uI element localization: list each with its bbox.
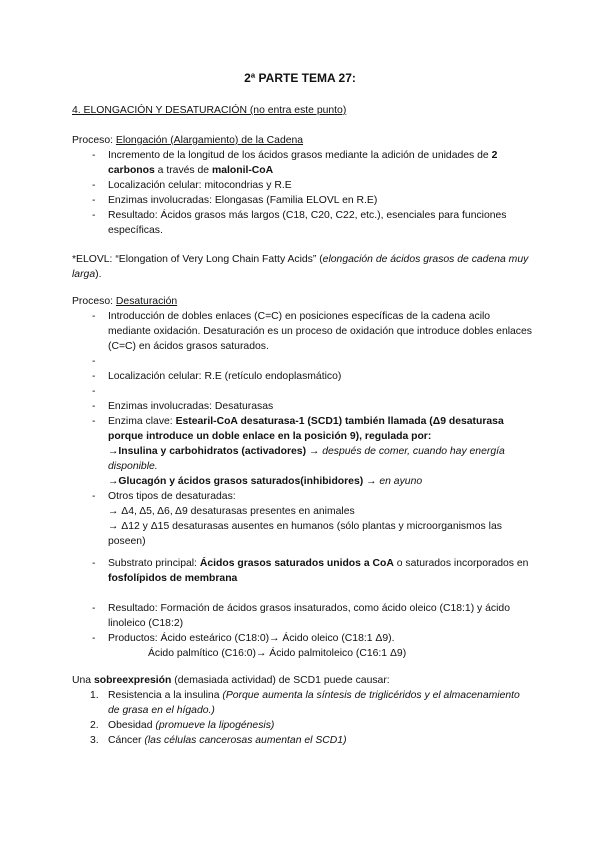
list-item: - Substrato principal: Ácidos grasos saturados unidos a CoA o saturados incorporados en fosfolípidos de membrana: [72, 556, 532, 586]
desaturation-process-line: Proceso: Desaturación: [72, 296, 178, 307]
list-item: 1. Resistencia a la insulina (Porque aumenta la síntesis de triglicéridos y el almacenamiento de grasa en el hígado.): [90, 690, 520, 716]
list-item: - Localización celular: R.E (retículo endoplasmático): [72, 369, 532, 384]
desaturation-list: [72, 309, 532, 549]
list-item: 3. Cáncer (las células cancerosas aumentan el SCD1): [90, 735, 347, 746]
list-item: - Localización celular: mitocondrias y R.E: [72, 178, 532, 193]
elongation-process-line: Proceso: Elongación (Alargamiento) de la Cadena: [72, 135, 304, 146]
overexpression-section: [72, 673, 532, 748]
list-item: - Enzimas involucradas: Elongasas (Familia ELOVL en R.E): [72, 193, 532, 208]
substrate-block: [72, 556, 532, 586]
page-title: 2ª PARTE TEMA 27:: [244, 71, 356, 85]
desaturation-section: [72, 294, 532, 549]
list-item: - Otros tipos de desaturadas: → Δ4, Δ5, Δ6, Δ9 desaturasas presentes en animales → Δ12 y Δ15 desaturasas ausentes en humanos (sólo plantas y microorganismos las poseen): [72, 489, 532, 549]
section-heading: 4. ELONGACIÓN Y DESATURACIÓN (no entra este punto): [72, 105, 347, 116]
overexpression-intro: Una sobreexpresión (demasiada actividad) de SCD1 puede causar:: [72, 675, 390, 686]
list-item: - Resultado: Formación de ácidos grasos insaturados, como ácido oleico (C18:1) y ácido linoleico (C18:2): [72, 601, 532, 631]
spacer: [72, 384, 532, 399]
list-item: - Productos: Ácido esteárico (C18:0)→ Ácido oleico (C18:1 Δ9). Ácido palmítico (C16:0)→ Ácido palmitoleico (C16:1 Δ9): [72, 631, 532, 661]
elovl-note: *ELOVL: “Elongation of Very Long Chain Fatty Acids” (elongación de ácidos grasos de cadena muy larga).: [72, 254, 529, 280]
overexpression-list: [72, 688, 532, 748]
list-item: - Enzima clave: Estearil-CoA desaturasa-1 (SCD1) también llamada (Δ9 desaturasa porque introduce un doble enlace en la posición 9), regulada por: →Insulina y carbohidratos (activadores) → después de comer, cuando hay energía disponible. →Glucagón y ácidos grasos saturados(inhibidores) → en ayuno: [72, 414, 532, 489]
elongation-section: [72, 133, 532, 238]
list-item: - Incremento de la longitud de los ácidos grasos mediante la adición de unidades de 2 carbonos a través de malonil-CoA: [72, 148, 532, 178]
list-item: - Enzimas involucradas: Desaturasas: [72, 399, 532, 414]
spacer: [72, 354, 532, 369]
list-item: - Introducción de dobles enlaces (C=C) en posiciones específicas de la cadena acilo mediante oxidación. Desaturación es un proceso de oxidación que introduce dobles enlaces (C=C) en ácidos grasos saturados.: [72, 309, 532, 354]
list-item: - Resultado: Ácidos grasos más largos (C18, C20, C22, etc.), esenciales para funciones específicas.: [72, 208, 532, 238]
result-block: [72, 601, 532, 661]
list-item: 2. Obesidad (promueve la lipogénesis): [90, 720, 275, 731]
elongation-list: [72, 148, 532, 238]
